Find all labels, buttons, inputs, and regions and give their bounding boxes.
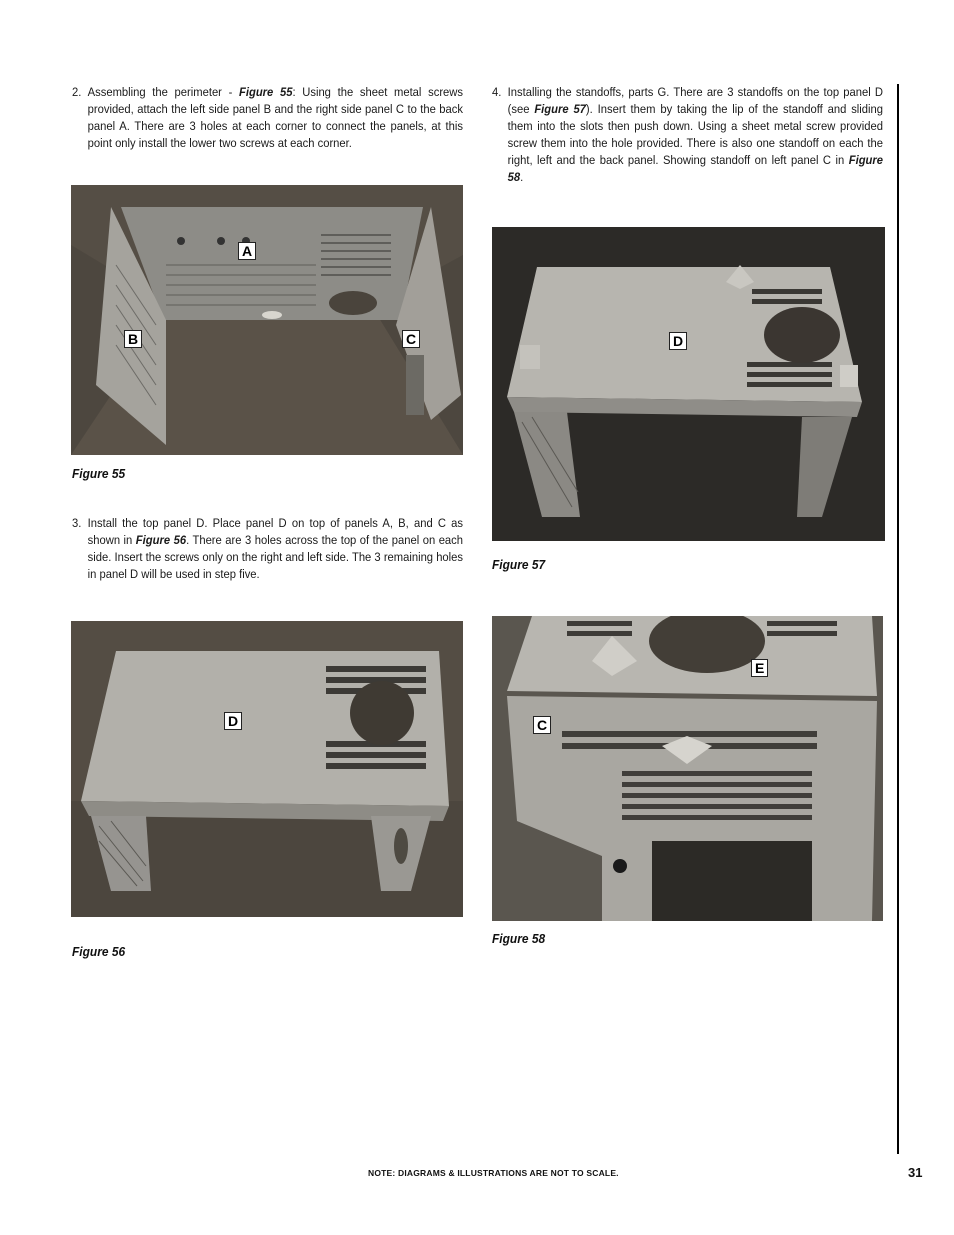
step-4 [492, 84, 883, 186]
scale-note: NOTE: DIAGRAMS & ILLUSTRATIONS ARE NOT TO SCALE. [368, 1168, 619, 1178]
standoff-left-panel-image [492, 616, 883, 921]
figure-57-caption: Figure 57 [492, 557, 546, 572]
part-label-d: D [224, 712, 242, 730]
figure-reference: Figure 55 [239, 85, 293, 99]
figure-reference: Figure 58 [507, 153, 883, 184]
figure-55-photo [71, 185, 463, 455]
part-label-c: C [402, 330, 420, 348]
figure-58-photo [492, 616, 883, 921]
figure-58-caption: Figure 58 [492, 931, 546, 946]
step-text: Assembling the perimeter - Figure 55: Using the sheet metal screws provided, attach the left side panel B and the right side panel C to the back panel A. There are 3 holes at each corner to connect the panels, at this point only install the lower two screws at each corner. [87, 85, 463, 150]
part-label-a: A [238, 242, 256, 260]
figure-55-caption: Figure 55 [72, 466, 126, 481]
page-number: 31 [908, 1165, 923, 1180]
figure-reference: Figure 57 [534, 102, 586, 116]
panel-assembly-back-sides-image [71, 185, 463, 455]
step-number: 4. [492, 85, 502, 99]
figure-56-photo [71, 621, 463, 917]
step-3 [72, 515, 463, 583]
step-text: Installing the standoffs, parts G. There are 3 standoffs on the top panel D (see Figure 57). Insert them by taking the lip of the standoff and sliding them into the slots then push down. Using a sheet metal screw provided screw them into the hole provided. There is also one standoff on each the right, left and the back panel. Showing standoff on left panel C in Figure 58. [507, 85, 883, 184]
part-label-d: D [669, 332, 687, 350]
figure-reference: Figure 56 [135, 533, 187, 547]
part-label-b: B [124, 330, 142, 348]
step-text: Install the top panel D. Place panel D on top of panels A, B, and C as shown in Figure 56. There are 3 holes across the top of the panel on each side. Insert the screws only on the right and left side. The 3 remaining holes in panel D will be used in step five. [87, 516, 464, 581]
part-label-e: E [751, 659, 768, 677]
figure-57-photo [492, 227, 885, 541]
figure-56-caption: Figure 56 [72, 944, 126, 959]
step-number: 2. [72, 85, 82, 99]
step-2 [72, 84, 463, 152]
part-label-c: C [533, 716, 551, 734]
top-panel-installed-image [71, 621, 463, 917]
step-number: 3. [72, 516, 82, 530]
standoffs-top-panel-image [492, 227, 885, 541]
margin-rule [897, 84, 899, 1154]
